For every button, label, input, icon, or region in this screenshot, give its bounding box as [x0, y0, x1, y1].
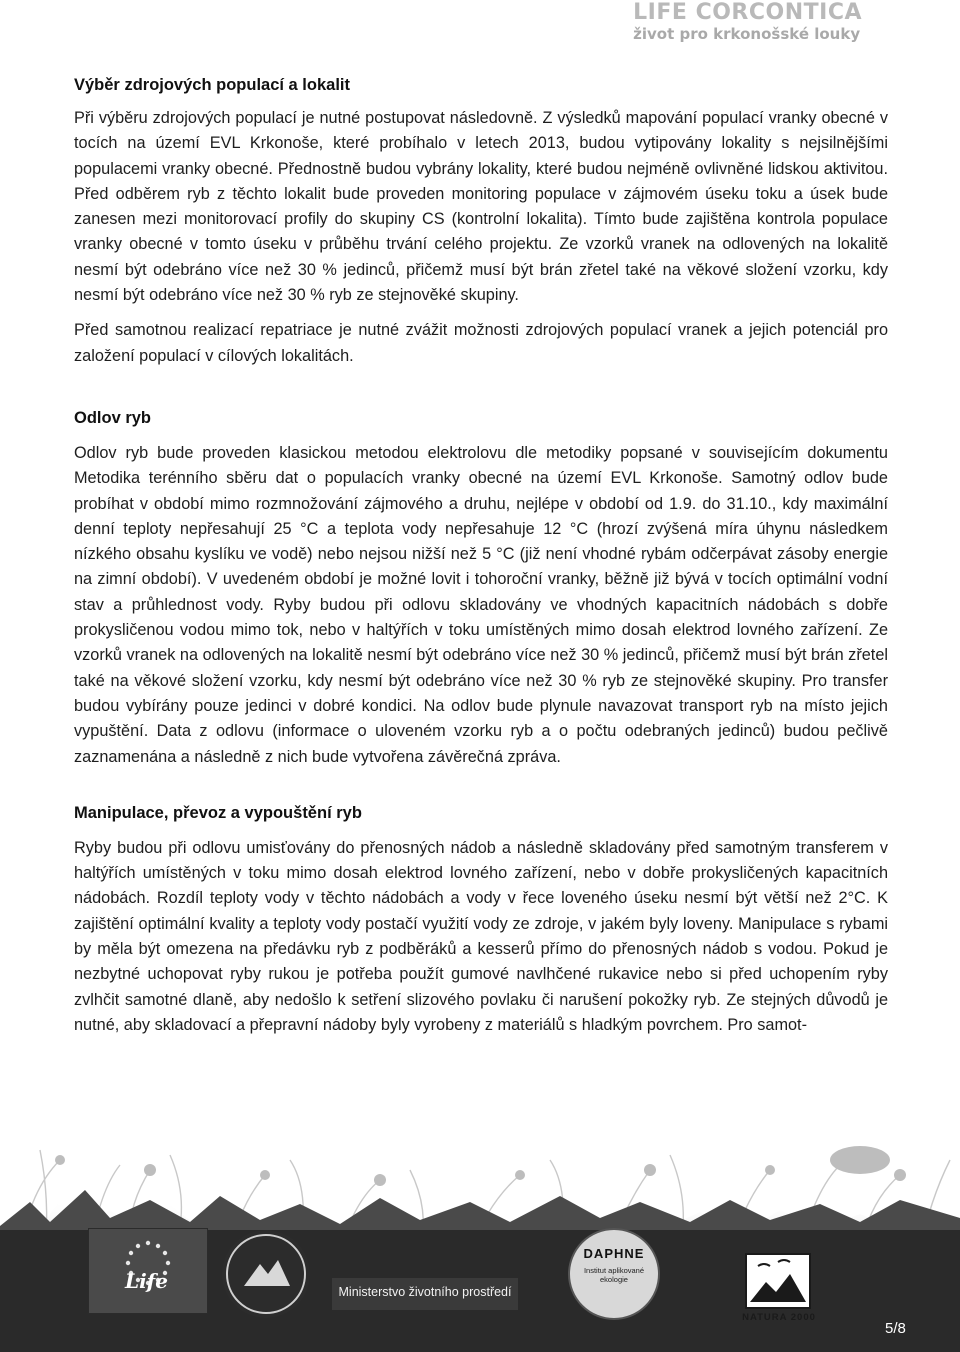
section-heading-vyber: Výběr zdrojových populací a lokalit — [74, 76, 350, 94]
paragraph-odlov: Odlov ryb bude proveden klasickou metodou elektrolovu dle metodiky popsané v souvisejícím dokumentu Metodika terénního sběru dat o populacích vranky obecné na území EVL Krkonoše. Samotný odlov bude probíhat v období mimo rozmnožování zájmového a druhu, nejlépe v období od 1.9. do 31.10., kdy maximální denní teploty nepřesahují 25 °C a teplota vody nepřesahuje 12 °C (hrozí zvýšená míra úhynu následkem nízkého obsahu kyslíku ve vodě) nebo nejsou nižší než 5 °C (již není vhodné rybám odčerpávat zásoby energie na zimní období). V uvedeném období je možné lovit i tohoroční vranky, běžně již bývá v tocích optimální vodní stav a průhlednost vody. Ryby budou při odlovu skladovány ve vhodných kapacitních nádobách s dobře prokysličenou vodou mimo tok, nebo v haltýřích v toku umístěných mimo dosah elektrod lovného zařízení. Ze vzorků vranek na odlovených na lokalitě nesmí být odebráno více než 30 % jedinců, přičemž musí být brán zřetel také na věkové složení vzorku, kdy nesmí být odebráno více než 30 % ryb ze stejnověké skupiny. Pro transfer budou vybírány pouze jedinci v dobré kondici. Na odlov bude plynule navazovat transport ryb na místo jejich vypuštění. Data z odlovu (informace o uloveném vzorku ryb a o počtu odebraných jedinců) budou pečlivě zaznamenána a následně z nich bude vytvořena závěrečná zpráva. — [74, 443, 888, 766]
natura-2000-logo — [732, 1252, 824, 1326]
document-body — [74, 72, 888, 1038]
natura-label: NATURA 2000 — [742, 1312, 816, 1323]
paragraph-vyber-2: Před samotnou realizací repatriace je nutné zvážit možnosti zdrojových populací vranek a jejich potenciál pro založení populací v cílových lokalitách. — [74, 321, 888, 365]
daphne-subtitle: Institut aplikované ekologie — [583, 1266, 645, 1284]
logo-title: LIFE CORCONTICA — [633, 0, 862, 25]
section-heading-odlov: Odlov ryb — [74, 408, 152, 427]
natura-emblem-icon — [732, 1252, 824, 1312]
paragraph-manipulace: Ryby budou při odlovu umisťovány do přenosných nádob a následně skladovány před samotným transferem v haltýřích umístěných v toku mimo dosah elektrod lovného zařízení, nebo v dobře prokysličených kapacitních nádobách. Rozdíl teploty vody v těchto nádobách a vody v řece loveného úseku nesmí být větší než 2°C. K zajištění optimální kvality a teploty vody postačí využití vody ze zdroje, v jakém byly loveny. Manipulace s rybami by měla být omezena na předávku ryb z podběráků a kesserů přímo do přenosných nádob s vodou. Pokud je nezbytné uchopovat ryby rukou je potřeba použít gumové navlhčené rukavice nebo si před uchopením ryby zvlhčit samotné dlaně, aby nedošlo k setření slizového povlaku či narušení pokožky ryb. Ze stejných důvodů je nutné, aby skladovací a přepravní nádoby byly vyrobeny z materiálů s hladkým povrchem. Pro samot- — [74, 838, 888, 1034]
page-number: 5/8 — [885, 1320, 906, 1337]
section-heading-manipulace: Manipulace, převoz a vypouštění ryb — [74, 803, 362, 822]
partner-logos — [0, 1228, 960, 1323]
eu-life-label: Life — [125, 1269, 168, 1293]
daphne-logo — [568, 1228, 660, 1320]
ministry-label: Ministerstvo životního prostředí — [338, 1285, 512, 1299]
daphne-name: DAPHNE — [583, 1246, 645, 1261]
mountain-icon — [222, 1230, 310, 1318]
krnap-seal-logo — [222, 1230, 310, 1318]
header-logo — [633, 0, 862, 43]
logo-subtitle: život pro krkonošské louky — [633, 25, 861, 43]
eu-life-logo — [88, 1228, 208, 1314]
ministry-logo — [332, 1278, 518, 1310]
paragraph-vyber-1: Při výběru zdrojových populací je nutné postupovat následovně. Z výsledků mapování populací vranky obecné v tocích na území EVL Krkonoše, které probíhalo v letech 2013, budou vytipovány lokality s nejsilnějšími populacemi vranky obecné. Přednostně budou vybrány lokality, které budou nejméně ovlivněné lidskou aktivitou. Před odběrem ryb z těchto lokalit bude proveden monitoring populace v zájmovém úseku toku a úsek bude zanesen mezi monitorovací profily do skupiny CS (kontrolní lokalita). Tímto bude zajištěna kontrola populace vranky obecné v tomto úseku v průběhu trvání celého projektu. Ze vzorků vranek na odlovených na lokalitě nesmí být odebráno více než 30 % jedinců, přičemž musí být brán zřetel také na věkové složení vzorku, kdy nesmí být odebráno více než 30 % ryb ze stejnověké skupiny. — [74, 109, 888, 305]
